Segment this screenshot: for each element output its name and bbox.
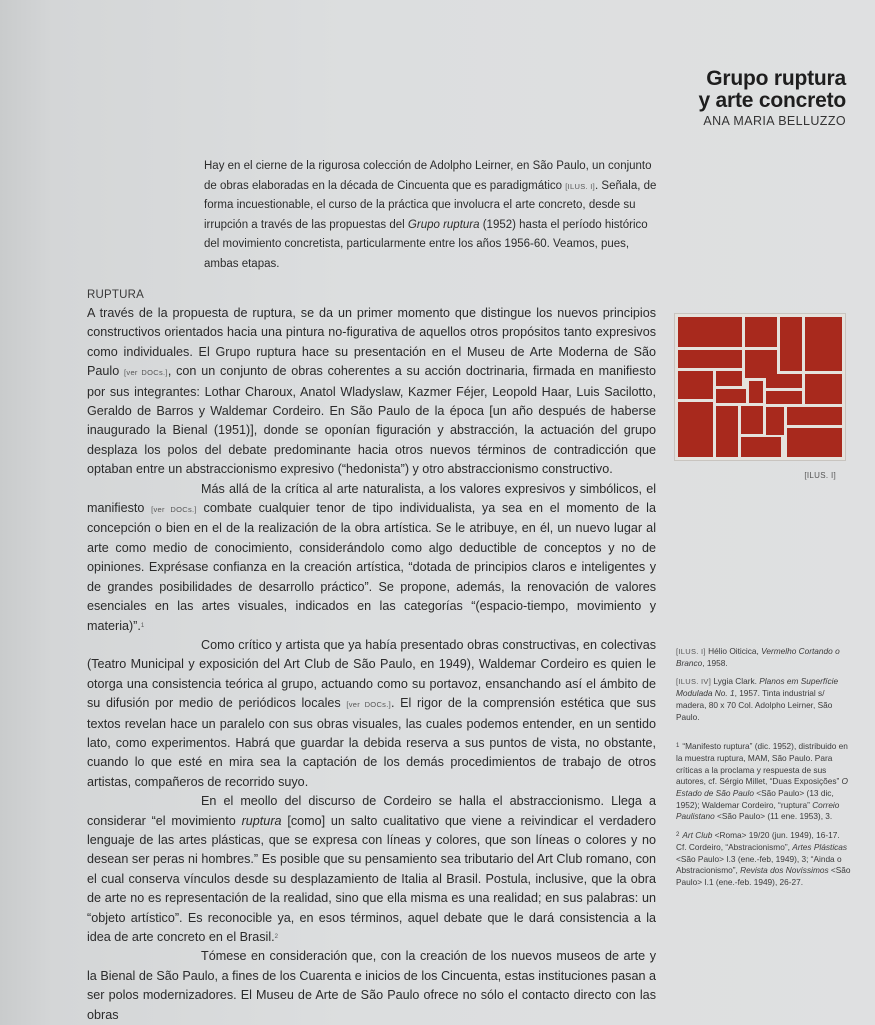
- intro-text-a: Hay en el cierne de la rigurosa colección de Adolpho Leirner, en São Paulo, un conjunto de obras elaboradas en la década de Cincuenta que es paradigmático: [204, 160, 652, 192]
- intro-text-b: . Señala, de forma incuestionable, el curso de la práctica que involucra el arte concreto, desde su irrupción a través de las propuestas del: [204, 179, 657, 231]
- footnote-2-italic-1: Art Club: [682, 830, 713, 841]
- footnote-2-text-b: <São Paulo> I.3 (ene.-feb, 1949), 3; “Ainda o Abstracionismo”,: [676, 853, 842, 876]
- p2-text-b: combate cualquier tenor de tipo individualista, ya sea en el momento de la concepción o bien en el de la realización de la obra artística. Se le atribuye, en él, un nuevo lugar al arte como medio de conocimiento, considerándolo como algo deductible de conceptos y no de opiniones. Exprésase confianza en la creación artística, “dotada de principios claros e inteligentes y de grandes posibilidades de desarrollo práctico”. Se propone, además, la renovación de valores esenciales en las artes visuales, indicados en las categorías “(espacio-tiempo, movimiento y materia)”.: [87, 501, 656, 633]
- intro-paragraph: [204, 157, 659, 275]
- note-ilus-4-italic: Planos em Superfície Modulada No. 1: [676, 676, 839, 699]
- red-block: [745, 350, 777, 378]
- intro-italic: Grupo ruptura: [407, 218, 480, 231]
- footnote-2-text-a: <Roma> 19/20 (jun. 1949), 16-17. Cf. Cordeiro, “Abstracionismo”,: [676, 830, 840, 852]
- p1-text-a: A través de la propuesta de ruptura, se da un primer momento que distingue los nuevos principios constructivos orientados hacia una pintura no-figurativa de aquellos otros propósitos tanto expresivos como individuales. El Grupo ruptura hace su presentación en el Museu de Arte Moderna de São Paulo: [87, 306, 656, 379]
- red-block: [749, 381, 763, 403]
- red-block: [716, 371, 742, 386]
- footnote-marker-1: 1: [140, 622, 145, 629]
- footnote-1-text-c: <São Paulo> (11 ene. 1953), 3.: [714, 811, 833, 822]
- paragraph-1: [87, 304, 656, 480]
- red-block: [766, 374, 802, 388]
- red-block: [716, 389, 746, 403]
- footnote-2-italic-3: Revista dos Novíssimos: [740, 865, 829, 876]
- red-block: [766, 391, 802, 404]
- note-ilus-4-text-a: Lygia Clark.: [711, 676, 760, 687]
- red-white-composition: [675, 314, 845, 460]
- note-ilus-4: [676, 676, 851, 723]
- footnote-2-number: 2: [676, 832, 680, 839]
- p1-docs-ref: [ver DOCs.]: [124, 368, 168, 378]
- footnote-2-italic-2: Artes Plásticas: [792, 841, 848, 852]
- note-ilus-1: [676, 646, 851, 669]
- p4-text-b: [como] un salto cualitativo que viene a reivindicar el verdadero lenguaje de las artes plásticas, que se expresa con líneas y colores, que son líneas o colores y no desean ser peras ni hombres.” Es posible que su pensamiento sea tributario del Art Club romano, con el cual conserva vínculos desde su desplazamiento de Italia al Brasil. Postula, inclusive, que la obra de arte no es representación de la realidad, sino que ella misma es una realidad; en sus palabras: un “objeto artístico”. Es reconocible ya, en esos términos, aquel debate que le dará consistencia a la idea de arte concreto en el Brasil.: [87, 813, 657, 944]
- red-block: [787, 428, 842, 457]
- red-block: [745, 317, 777, 347]
- red-block: [766, 407, 784, 435]
- intro-ilus-ref: [ILUS. I]: [565, 181, 596, 191]
- note-ilus-1-text-a: Hélio Oiticica,: [705, 646, 762, 656]
- p4-italic: ruptura: [241, 813, 282, 828]
- note-ilus-1-ref: [ILUS. I]: [676, 647, 706, 656]
- red-block: [678, 402, 713, 457]
- note-ilus-1-text-b: , 1958.: [702, 657, 728, 668]
- footnote-1-number: 1: [676, 743, 680, 750]
- p2-text-a: Más allá de la crítica al arte naturalista, a los valores expresivos y simbólicos, el manifiesto: [87, 481, 656, 516]
- red-block: [741, 406, 763, 434]
- p3-docs-ref: [ver DOCs.]: [346, 700, 391, 710]
- footnote-1-text-b: <São Paulo> (13 dic, 1952); Waldemar Cordeiro, “ruptura”: [676, 788, 834, 810]
- red-block: [805, 317, 842, 371]
- figure-caption: [ILUS. I]: [804, 471, 836, 480]
- article-title-line-2: y arte concreto: [698, 89, 846, 112]
- footnote-2-text-c: <São Paulo> I.1 (ene.-feb. 1949), 26-27.: [676, 865, 851, 887]
- footnote-1-italic-2: Correio Paulistano: [676, 799, 840, 822]
- p3-text-a: Como crítico y artista que ya había presentado obras constructivas, en colectivas (Teatro Municipal y exposición del Art Club de São Paulo, en 1949), Waldemar Cordeiro es quien le otorga una consistencia teórica al grupo, actuando como su portavoz, ensanchando así el ámbito de su difusión por medio de periódicos locales: [87, 637, 656, 711]
- paragraph-5: Tómese en consideración que, con la creación de los nuevos museos de arte y la Bienal de São Paulo, a fines de los Cuarenta e inicios de los Cincuenta, estas instituciones pasan a ser polos modernizadores. El Museu de Arte de São Paulo ofrece no sólo el contacto directo con las obras: [87, 949, 656, 1022]
- note-ilus-1-italic: Vermelho Cortando o Branco: [676, 646, 840, 668]
- red-block: [780, 317, 802, 371]
- paragraph-3: [87, 636, 656, 792]
- footnote-1-text-a: “Manifesto ruptura” (dic. 1952), distribuido en la muestra ruptura, MAM, São Paulo. Para críticas a la proclama y respuesta de sus autores, cf. Sérgio Millet, “Duas Exposições”: [676, 741, 848, 787]
- red-block: [741, 437, 781, 457]
- p2-docs-ref: [ver DOCs.]: [151, 505, 197, 515]
- note-ilus-4-text-b: , 1957. Tinta industrial s/ madera, 80 x 70 Col. Adolpho Leirner, São Paulo.: [676, 688, 833, 722]
- author-name: ANA MARIA BELLUZZO: [703, 114, 846, 128]
- p1-text-b: , con un conjunto de obras coherentes a su acción doctrinaria, firmada en manifiesto por sus integrantes: Lothar Charoux, Anatol Wladyslaw, Kazmer Féjer, Leopold Haar, Luis Sacilotto, Geraldo de Barros y Waldemar Cordeiro. En São Paulo de la época [un año después de haberse inaugurado la Bienal (1951)], donde se oponían figuración y abstracción, la actuación del grupo desplaza los polos del debate predominante hacia otros nuevos términos de contradicción que optaban entre un abstraccionismo expresivo (“hedonista”) y otro abstraccionismo constructivo.: [87, 364, 656, 477]
- title-block: [698, 68, 846, 128]
- red-block: [716, 406, 738, 457]
- side-notes: [676, 646, 851, 896]
- intro-text-c: (1952) hasta el período histórico del movimiento concretista, particularmente entre los años 1956-60. Veamos, pues, ambas etapas.: [204, 218, 648, 270]
- footnote-marker-2: 2: [274, 934, 278, 940]
- paragraph-4: [87, 792, 656, 947]
- red-block: [678, 350, 742, 368]
- footnote-1-italic-1: O Estado de São Paulo: [676, 776, 849, 799]
- note-ilus-4-ref: [ILUS. IV]: [676, 677, 712, 687]
- red-block: [678, 371, 713, 399]
- footnote-2: [676, 830, 851, 889]
- body-text: [87, 304, 656, 1025]
- red-block: [678, 317, 742, 347]
- footnote-1: [676, 741, 851, 823]
- section-heading: RUPTURA: [87, 289, 144, 301]
- red-block: [805, 374, 842, 404]
- red-block: [787, 407, 842, 425]
- article-title-line-1: Grupo ruptura: [706, 67, 846, 90]
- artwork-image: [675, 314, 845, 460]
- p4-text-a: En el meollo del discurso de Cordeiro se halla el abstraccionismo. Llega a considerar “el movimiento: [87, 794, 656, 828]
- paragraph-2: [87, 480, 656, 636]
- p3-text-b: . El rigor de la comprensión estética que sus textos revelan hace un paralelo con sus obras visuales, las cuales podemos entender, en un sentido lato, como experimentos. Habrá que guardar la debida reserva a sus puntos de vista, no obstante, cuando lo que esté en mira sea la captación de los demás procedimientos de trabajo de otros artistas, compañeros de recorrido suyo.: [87, 696, 656, 789]
